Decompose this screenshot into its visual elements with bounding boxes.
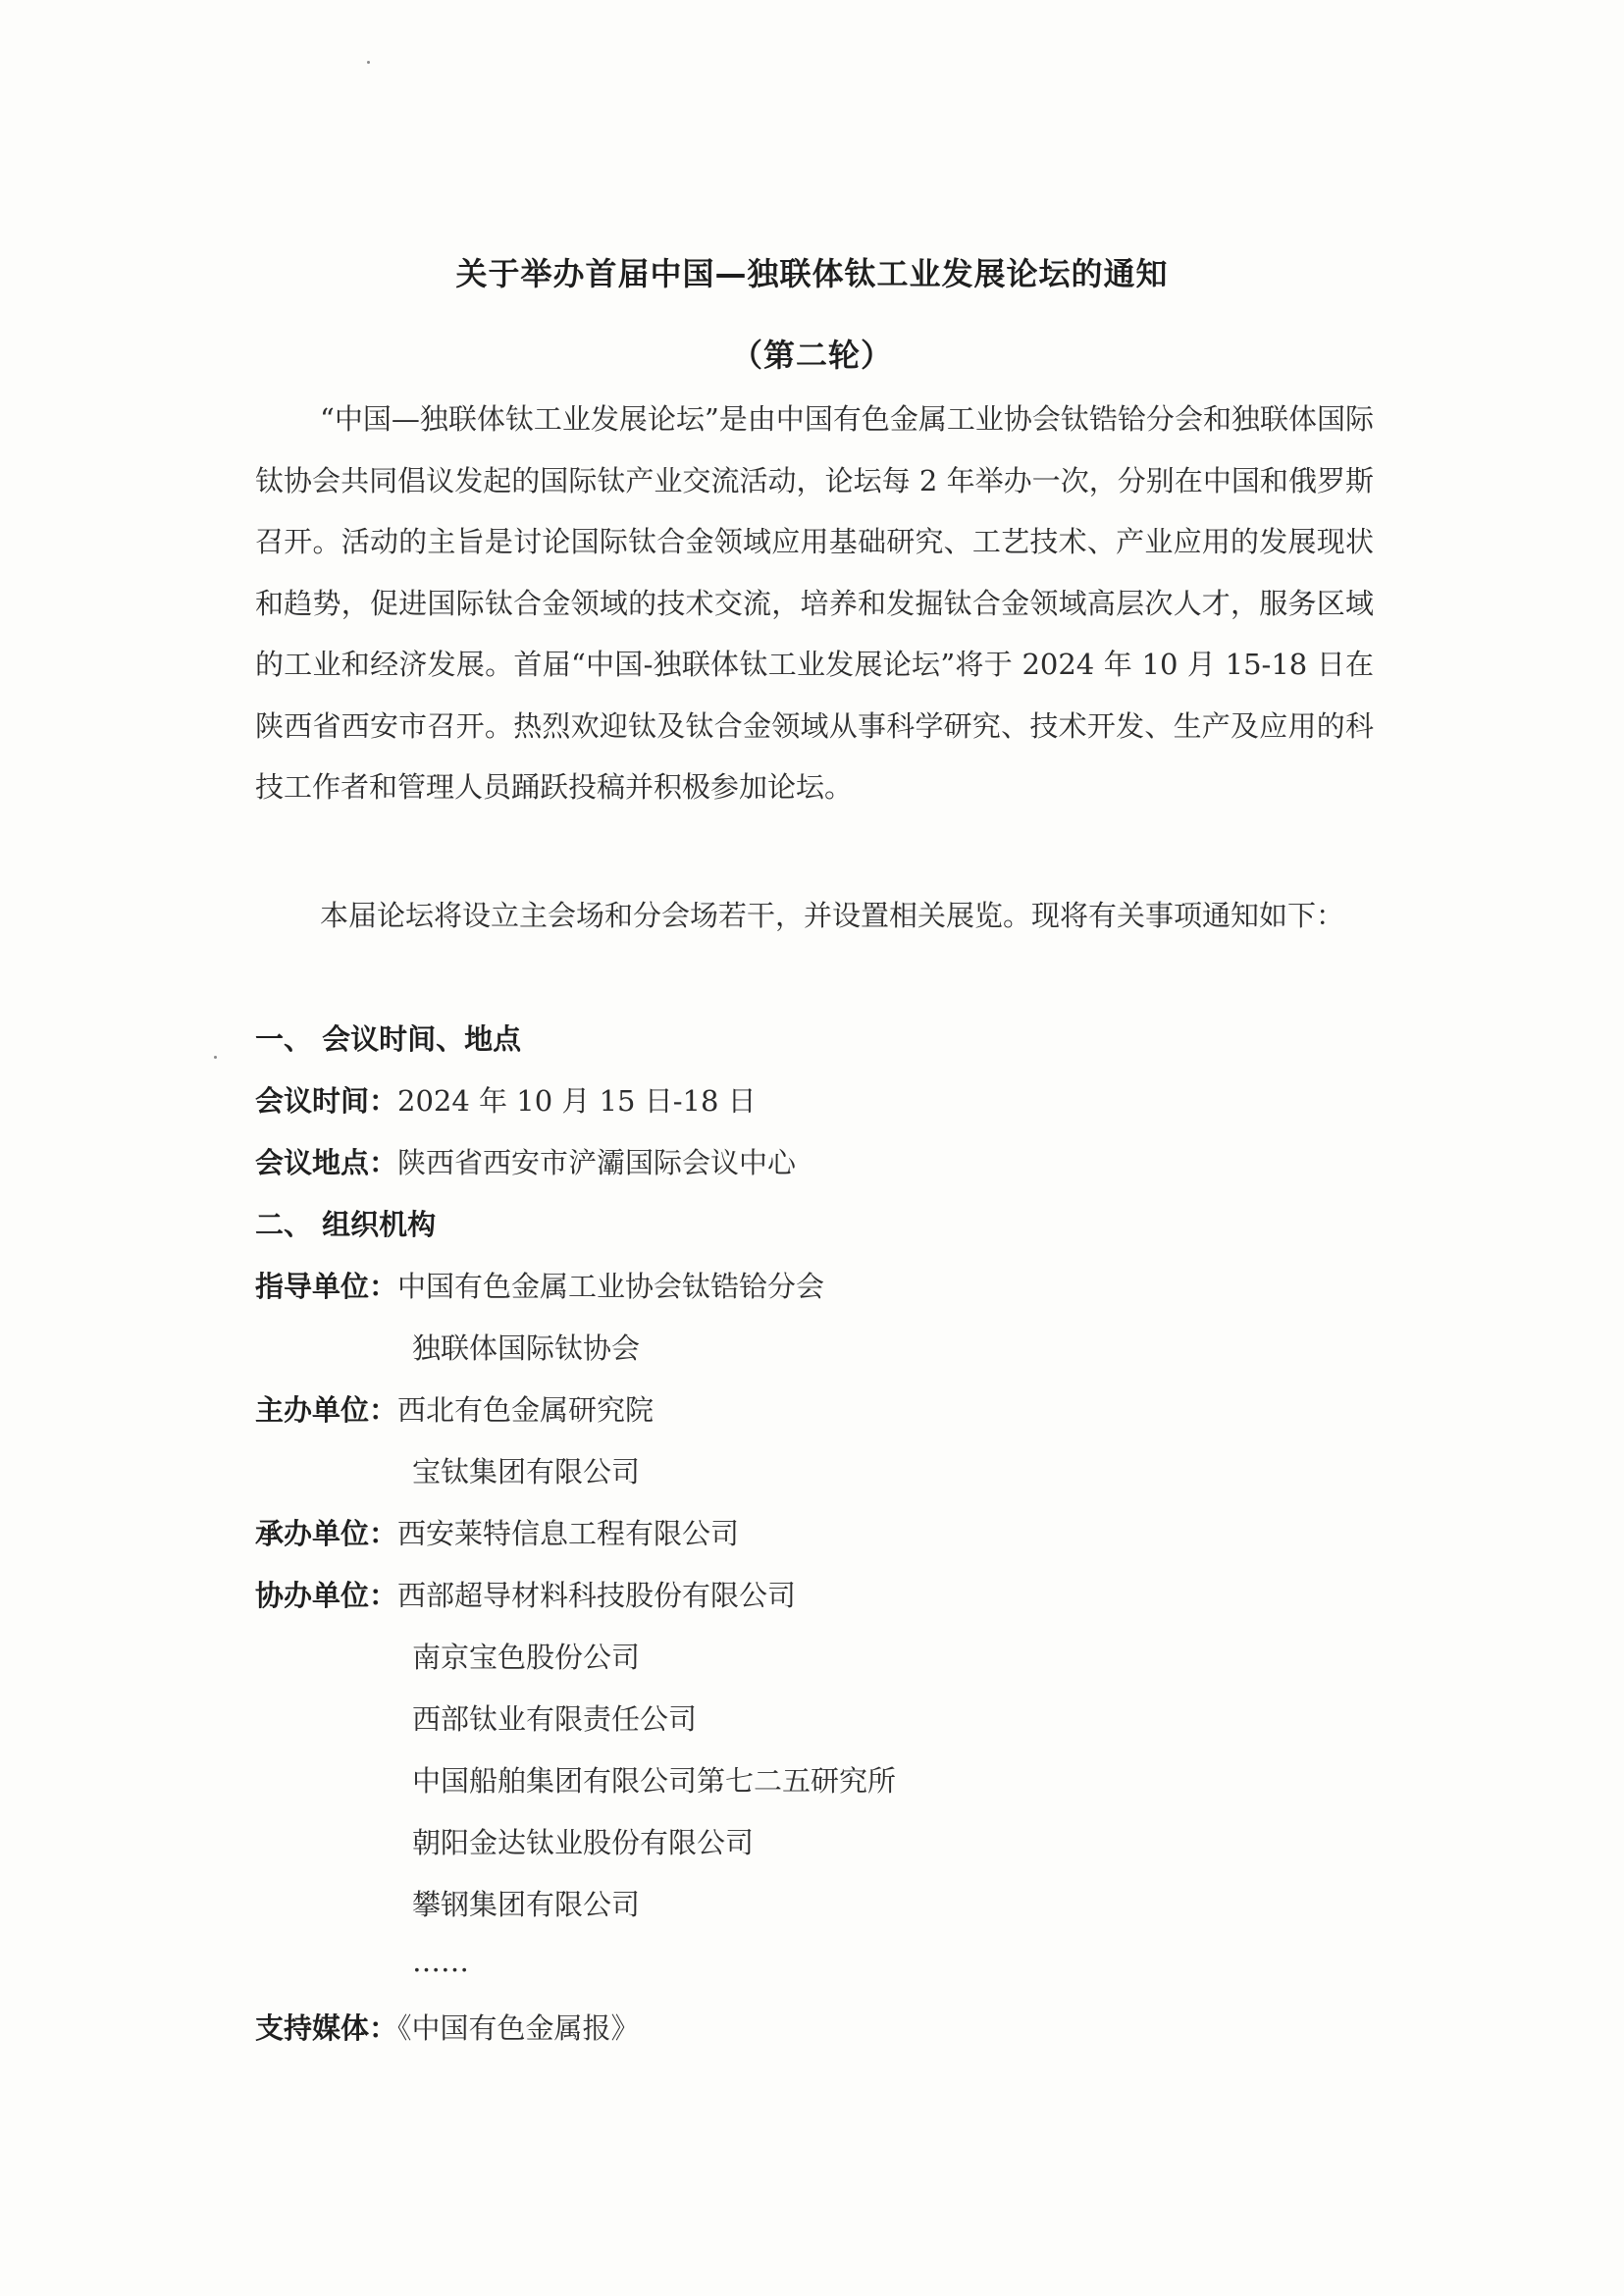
organizer-unit: 承办单位：西安莱特信息工程有限公司 xyxy=(255,1517,740,1550)
meeting-place: 会议地点：陕西省西安市浐灞国际会议中心 xyxy=(255,1146,797,1179)
section-heading-1: 一、 会议时间、地点 xyxy=(255,1022,522,1056)
co-unit-item: 南京宝色股份公司 xyxy=(412,1641,641,1674)
co-unit-item: 攀钢集团有限公司 xyxy=(412,1888,641,1921)
intro-paragraph-2: 本届论坛将设立主会场和分会场若干，并设置相关展览。现将有关事项通知如下： xyxy=(320,899,1345,932)
notice-round: （第二轮） xyxy=(730,337,893,374)
host-unit: 主办单位：西北有色金属研究院 xyxy=(255,1393,655,1427)
section-heading-2: 二、 组织机构 xyxy=(255,1208,437,1241)
co-unit-item: 中国船舶集团有限公司第七二五研究所 xyxy=(412,1764,897,1798)
support-media: 支持媒体：《中国有色金属报》 xyxy=(255,2011,640,2045)
meeting-time: 会议时间：2024 年 10 月 15 日-18 日 xyxy=(255,1084,757,1118)
notice-title: 关于举办首届中国—独联体钛工业发展论坛的通知 xyxy=(455,255,1169,292)
guide-unit: 指导单位：中国有色金属工业协会钛锆铪分会 xyxy=(255,1270,825,1303)
guide-unit-2: 独联体国际钛协会 xyxy=(412,1331,641,1365)
co-unit-item: 西部钛业有限责任公司 xyxy=(412,1702,698,1736)
co-unit: 协办单位：西部超导材料科技股份有限公司 xyxy=(255,1579,797,1612)
scan-speck xyxy=(214,1056,217,1059)
scan-speck xyxy=(367,61,370,64)
host-unit-2: 宝钛集团有限公司 xyxy=(412,1455,641,1488)
co-unit-ellipsis: …… xyxy=(412,1945,469,1978)
intro-paragraph: “中国—独联体钛工业发展论坛”是由中国有色金属工业协会钛锆铪分会和独联体国际钛协会共同倡议发起的国际钛产业交流活动，论坛每 2 年举办一次，分别在中国和俄罗斯召开。活动的主旨是讨论国际钛合金领域应用基础研究、工艺技术、产业应用的发展现状和趋势，促进国际钛合金领域的技术交流，培养和发掘钛合金领域高层次人才，服务区域的工业和经济发展。首届“中国-独联体钛工业发展论坛”将于 2024 年 10 月 15-18 日在陕西省西安市召开。热烈欢迎钛及钛合金领域从事科学研究、技术开发、生产及应用的科技工作者和管理人员踊跃投稿并积极参加论坛。 xyxy=(255,402,1374,804)
co-unit-item: 朝阳金达钛业股份有限公司 xyxy=(412,1826,755,1859)
